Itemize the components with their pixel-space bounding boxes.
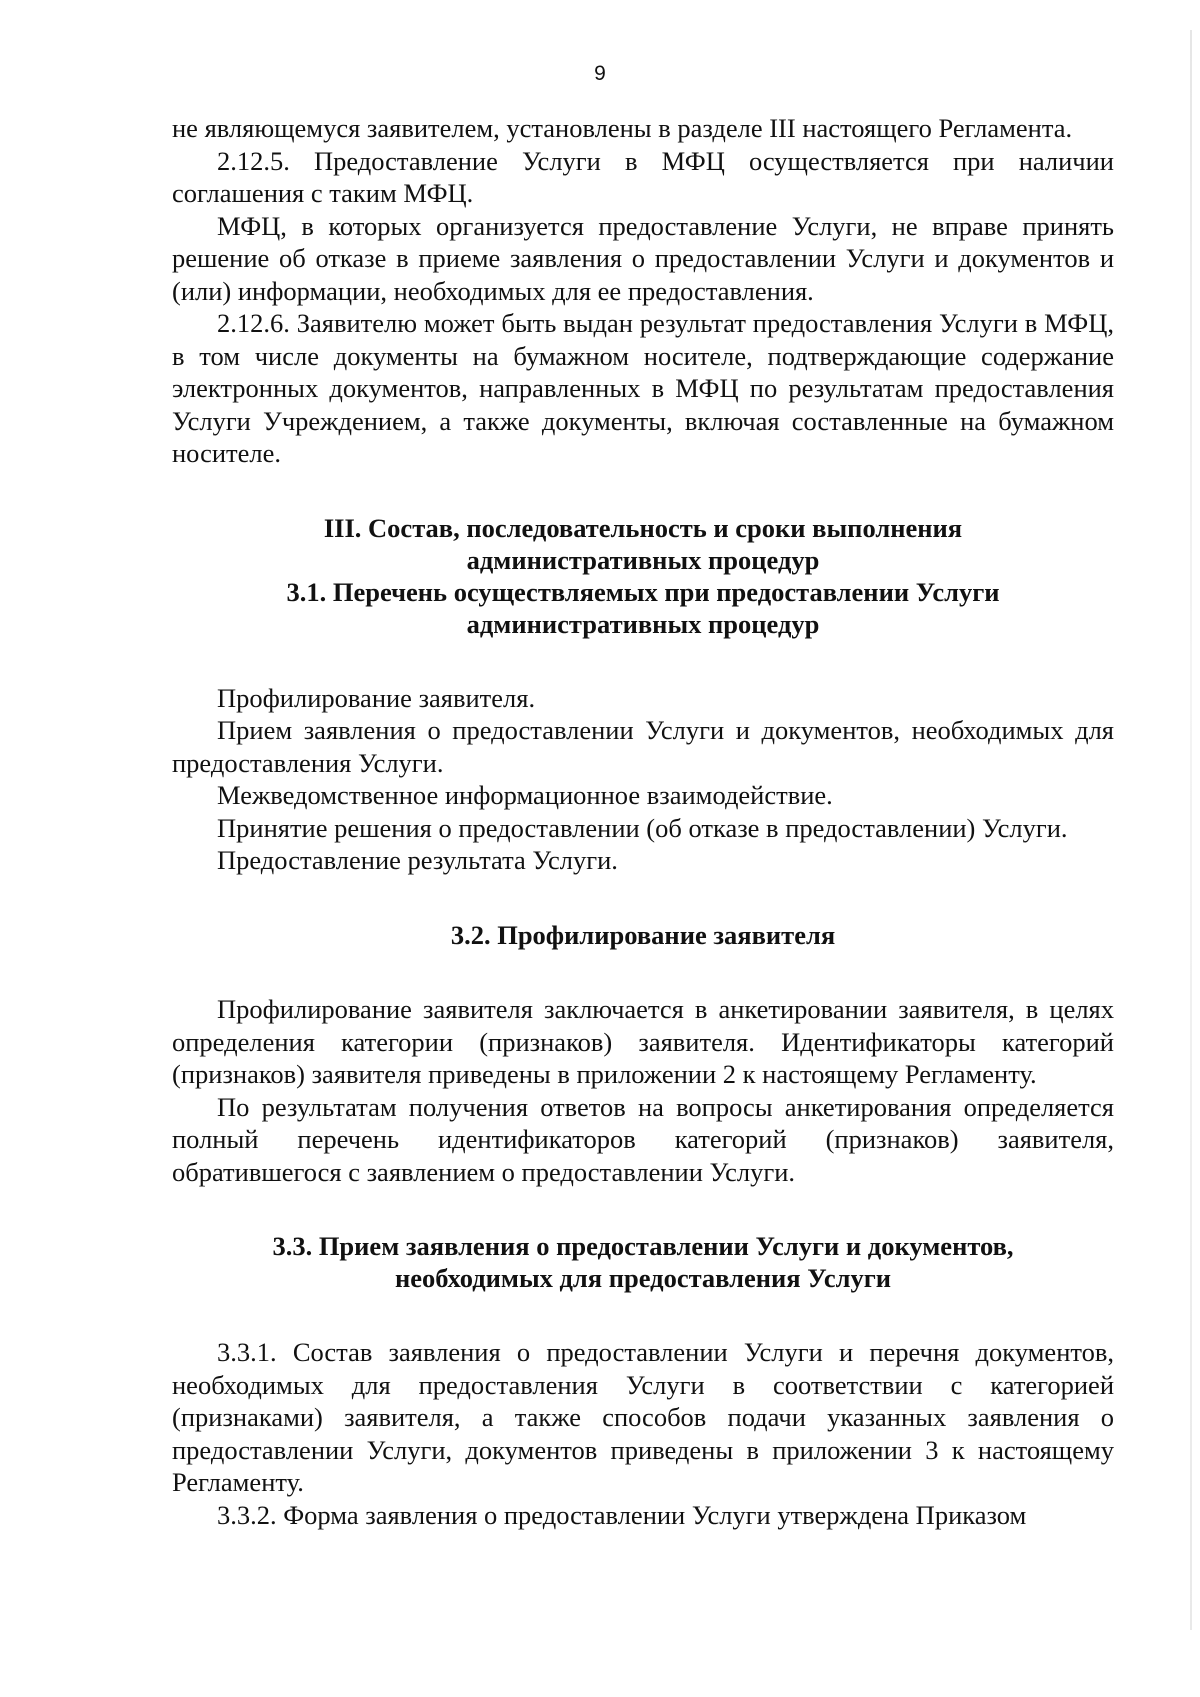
section-3-3-title-line-1: 3.3. Прием заявления о предоставлении Услуги и документов, [272,1231,1014,1261]
paragraph-3-3-1: 3.3.1. Состав заявления о предоставлении Услуги и перечня документов, необходимых для предоставления Услуги в соответствии с категорией (признаками) заявителя, а также способов подачи указанных заявления о предоставлении Услуги, документов приведены в приложении 3 к настоящему Регламенту. [172,1337,1114,1497]
paragraph-2-12-5: 2.12.5. Предоставление Услуги в МФЦ осуществляется при наличии соглашения с таким МФЦ. [172,145,1114,208]
section-3-2-heading: 3.2. Профилирование заявителя [450,919,836,950]
procedure-item: Межведомственное информационное взаимодействие. [217,780,833,810]
section-3-3-title-line-2: необходимых для предоставления Услуги [394,1263,892,1293]
scan-edge-mark [1190,30,1192,1630]
paragraph-3-3-2: 3.3.2. Форма заявления о предоставлении Услуги утверждена Приказом [217,1499,1027,1530]
paragraph-profiling: Профилирование заявителя заключается в анкетировании заявителя, в целях определения категории (признаков) заявителя. Идентификаторы категорий (признаков) заявителя приведены в приложении 2 к настоящему Регламенту. [172,994,1114,1089]
paragraph-mfc-refusal: МФЦ, в которых организуется предоставление Услуги, не вправе принять решение об отказе в приеме заявления о предоставлении Услуги и документов и (или) информации, необходимых для ее предоставления. [172,210,1114,306]
document-body [172,112,1114,1531]
page-number: 9 [594,62,606,85]
procedure-item: Прием заявления о предоставлении Услуги и документов, необходимых для предоставления Услуги. [172,715,1114,778]
section-3-title-line-1: III. Состав, последовательность и сроки выполнения [323,512,963,543]
subsection-3-1-title-line-1: 3.1. Перечень осуществляемых при предоставлении Услуги [286,576,1000,607]
section-3-3-heading [172,1230,1114,1294]
section-3-title-line-2: административных процедур [466,544,820,575]
paragraph-2-12-6: 2.12.6. Заявителю может быть выдан результат предоставления Услуги в МФЦ, в том числе документы на бумажном носителе, подтверждающие содержание электронных документов, направленных в МФЦ по результатам предоставления Услуги Учреждением, а также документы, включая составленные на бумажном носителе. [172,308,1114,468]
section-3-heading [172,512,1114,640]
procedure-item: Предоставление результата Услуги. [217,845,618,875]
procedure-item: Профилирование заявителя. [217,682,536,713]
paragraph-continuation: не являющемуся заявителем, установлены в разделе III настоящего Регламента. [172,113,1073,143]
subsection-3-1-title-line-2: административных процедур [466,608,820,639]
paragraph-profiling-results: По результатам получения ответов на вопросы анкетирования определяется полный перечень идентификаторов категорий (признаков) заявителя, обратившегося с заявлением о предоставлении Услуги. [172,1091,1114,1187]
procedure-item: Принятие решения о предоставлении (об отказе в предоставлении) Услуги. [217,812,1068,843]
procedures-list [172,682,1114,877]
